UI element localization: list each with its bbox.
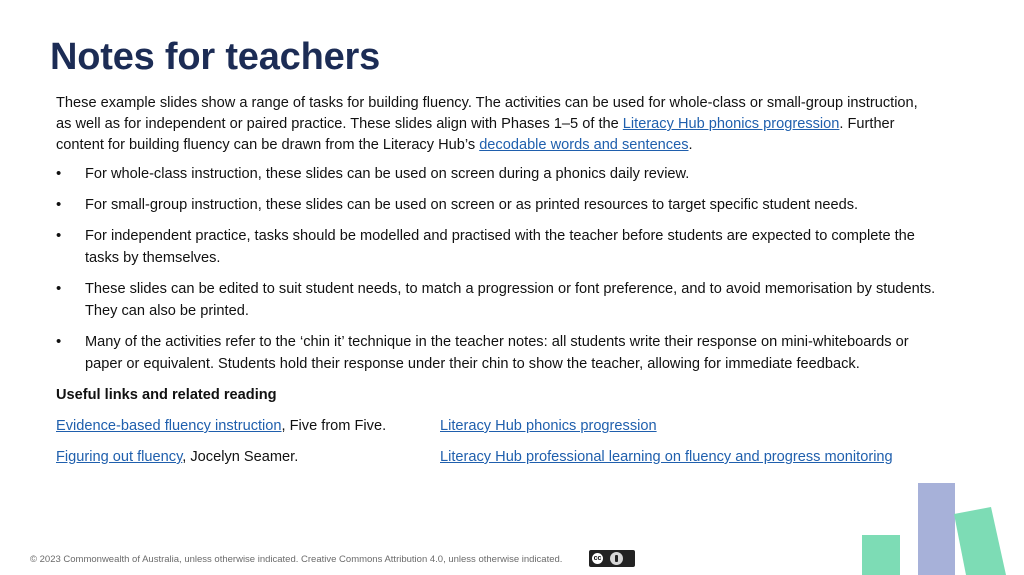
- useful-links: [56, 415, 936, 477]
- deco-lavender-bar: [918, 483, 955, 575]
- bullet-item: • For independent practice, tasks should be modelled and practised with the teacher before students are expected to complete the tasks by themselves.: [56, 225, 936, 269]
- intro-text-1: These example slides show a range of tasks for building fluency. The activities can be used for whole-class or small-group instruction, as well as for independent or paired practice. These slides align with Phases 1–5 of the: [56, 95, 918, 132]
- decorative-bars: [860, 480, 1024, 575]
- links-row-2: [56, 446, 936, 477]
- intro-text-3: .: [688, 137, 693, 153]
- link-left-2: [56, 446, 298, 468]
- copyright-footer: © 2023 Commonwealth of Australia, unless otherwise indicated. Creative Commons Attribution 4.0, unless otherwise indicated.: [30, 554, 563, 565]
- intro-paragraph: [56, 93, 936, 156]
- notes-content: [56, 93, 936, 477]
- cc-icon: cc: [591, 552, 604, 565]
- deco-green-slanted-bar: [954, 507, 1006, 575]
- link-left-1: [56, 415, 386, 437]
- link-right-2: [440, 446, 893, 468]
- decodable-words-link[interactable]: decodable words and sentences: [479, 137, 689, 153]
- figuring-out-fluency-link[interactable]: Figuring out fluency: [56, 449, 183, 465]
- attribution-icon: [610, 552, 623, 565]
- fluency-instruction-link[interactable]: Evidence-based fluency instruction: [56, 418, 282, 434]
- professional-learning-link[interactable]: Literacy Hub professional learning on fluency and progress monitoring: [440, 449, 893, 465]
- page-title: Notes for teachers: [50, 36, 381, 78]
- phonics-progression-link[interactable]: Literacy Hub phonics progression: [622, 116, 840, 132]
- cc-by-icon[interactable]: [589, 550, 635, 567]
- link-source-2: , Jocelyn Seamer.: [182, 449, 299, 465]
- links-row-1: [56, 415, 936, 446]
- link-right-1: [440, 415, 657, 437]
- bullet-list: [56, 163, 936, 375]
- bullet-item: • For whole-class instruction, these slides can be used on screen during a phonics daily review.: [56, 163, 936, 185]
- bullet-item: • These slides can be edited to suit student needs, to match a progression or font preference, and to avoid memorisation by students. They can also be printed.: [56, 278, 936, 322]
- link-source-1: , Five from Five.: [281, 418, 387, 434]
- bullet-item: • For small-group instruction, these slides can be used on screen or as printed resources to target specific student needs.: [56, 194, 936, 216]
- bullet-item: • Many of the activities refer to the ‘chin it’ technique in the teacher notes: all students write their response on mini-whiteboards or paper or equivalent. Students hold their response under their chin to show the teacher, allowing for immediate feedback.: [56, 331, 936, 375]
- useful-links-heading: Useful links and related reading: [56, 387, 277, 403]
- intro-text-2: . Further content for building fluency can be drawn from the Literacy Hub’s: [56, 116, 895, 153]
- deco-green-square: [862, 535, 900, 575]
- phonics-progression-link-2[interactable]: Literacy Hub phonics progression: [440, 418, 657, 434]
